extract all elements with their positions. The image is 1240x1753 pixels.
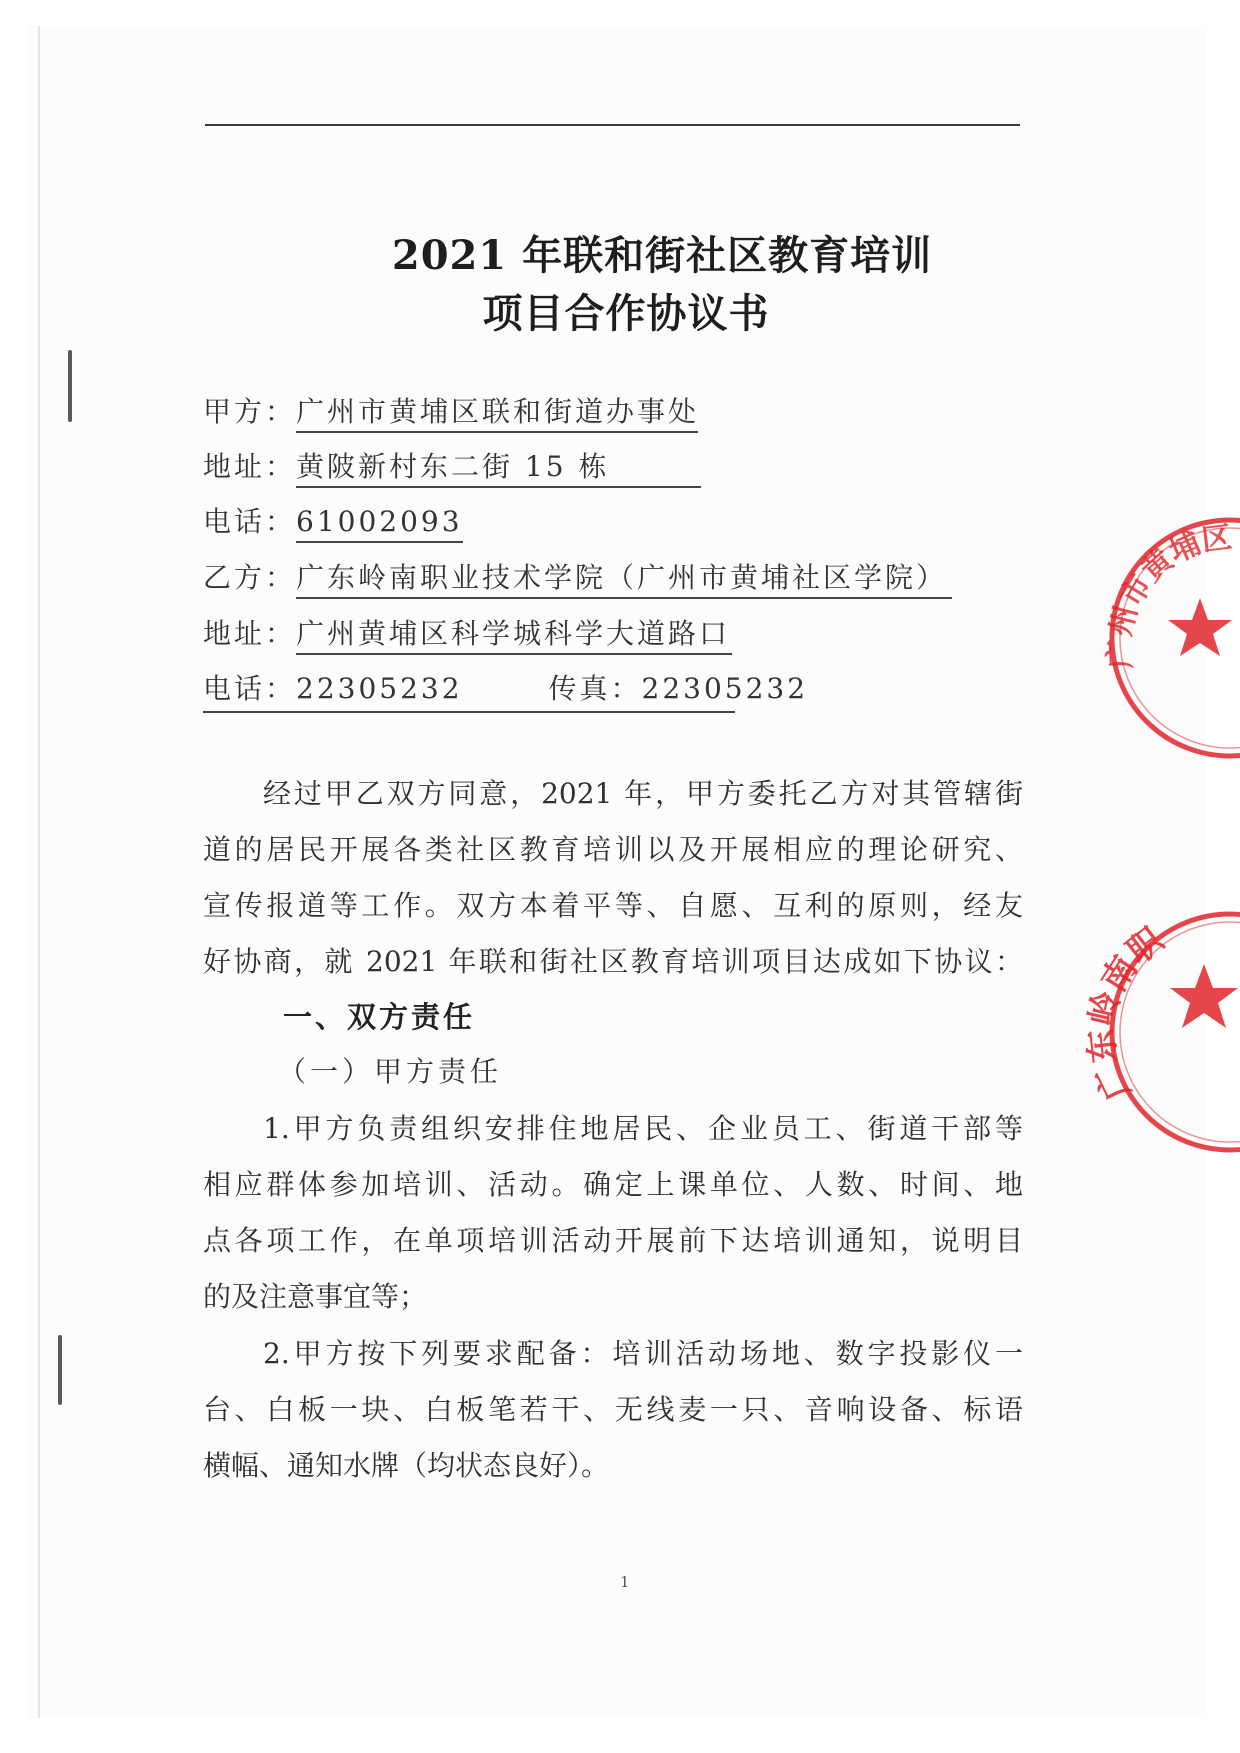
clause-line: 台、白板一块、白板笔若干、无线麦一只、音响设备、标语	[203, 1393, 1023, 1426]
intro-line: 好协商，就 2021 年联和街社区教育培训项目达成如下协议：	[203, 945, 1023, 978]
party-b-phone-value: 22305232	[296, 672, 463, 705]
seal-bottom-star-icon	[1170, 964, 1238, 1028]
header-rule	[205, 124, 1020, 126]
section-heading-responsibilities: 一、双方责任	[283, 1000, 476, 1034]
party-a-phone-label: 电话：	[203, 505, 297, 538]
page-edge-shadow	[38, 26, 40, 1718]
intro-paragraph	[203, 766, 1023, 990]
subsection-heading-party-a: （一）甲方责任	[278, 1055, 503, 1088]
clause-line: 1.甲方负责组织安排住地居民、企业员工、街道干部等	[263, 1112, 1023, 1145]
party-b-fax-label: 传真：	[548, 672, 642, 705]
clause-line: 相应群体参加培训、活动。确定上课单位、人数、时间、地	[203, 1168, 1023, 1201]
clause-line: 的及注意事宜等；	[203, 1280, 428, 1313]
document-title-line-1: 2021 年联和街社区教育培训	[391, 232, 933, 279]
clause-line: 点各项工作，在单项培训活动开展前下达培训通知，说明目	[203, 1224, 1023, 1257]
official-seal-top	[1070, 478, 1240, 738]
clause-line: 2.甲方按下列要求配备：培训活动场地、数字投影仪一	[263, 1337, 1023, 1370]
intro-line: 宣传报道等工作。双方本着平等、自愿、互利的原则，经友	[203, 889, 1023, 922]
seal-top-star-icon	[1168, 598, 1232, 656]
clause-2-paragraph	[203, 1326, 1023, 1494]
seal-bottom-text: 广东岭南职	[1081, 919, 1171, 1107]
seal-top-text: 广州市黄埔区	[1102, 520, 1234, 670]
party-a-address-label: 地址：	[203, 450, 297, 483]
clause-line: 横幅、通知水牌（均状态良好）。	[203, 1449, 610, 1482]
party-a-line	[203, 390, 698, 434]
svg-text:广东岭南职	[1081, 919, 1171, 1106]
binding-mark-bottom	[58, 1335, 62, 1405]
party-b-address-value: 广州黄埔区科学城科学大道路口	[296, 615, 732, 655]
party-b-line	[203, 556, 952, 600]
page-number: 1	[620, 1573, 630, 1591]
intro-line: 经过甲乙双方同意，2021 年，甲方委托乙方对其管辖街	[263, 777, 1023, 810]
intro-line: 道的居民开展各类社区教育培训以及开展相应的理论研究、	[203, 833, 1023, 866]
party-b-phone-label: 电话：	[203, 672, 297, 705]
party-b-address-line	[203, 612, 732, 656]
document-title-line-2: 项目合作协议书	[482, 290, 770, 337]
clause-1-paragraph	[203, 1101, 1023, 1325]
party-a-phone-value: 61002093	[296, 503, 463, 543]
party-b-fax-value: 22305232	[641, 672, 809, 705]
party-b-value: 广东岭南职业技术学院（广州市黄埔社区学院）	[296, 559, 952, 599]
party-b-address-label: 地址：	[203, 617, 297, 650]
party-b-label: 乙方：	[203, 561, 297, 594]
party-a-address-value: 黄陂新村东二街 15 栋	[296, 448, 701, 488]
party-b-phone-fax-line	[203, 667, 809, 713]
party-a-address-line	[203, 445, 701, 489]
official-seal-bottom	[1070, 872, 1240, 1132]
party-a-phone-line	[203, 500, 463, 544]
party-a-value: 广州市黄埔区联和街道办事处	[296, 393, 698, 433]
party-a-label: 甲方：	[203, 395, 297, 428]
binding-mark-top	[68, 350, 72, 422]
